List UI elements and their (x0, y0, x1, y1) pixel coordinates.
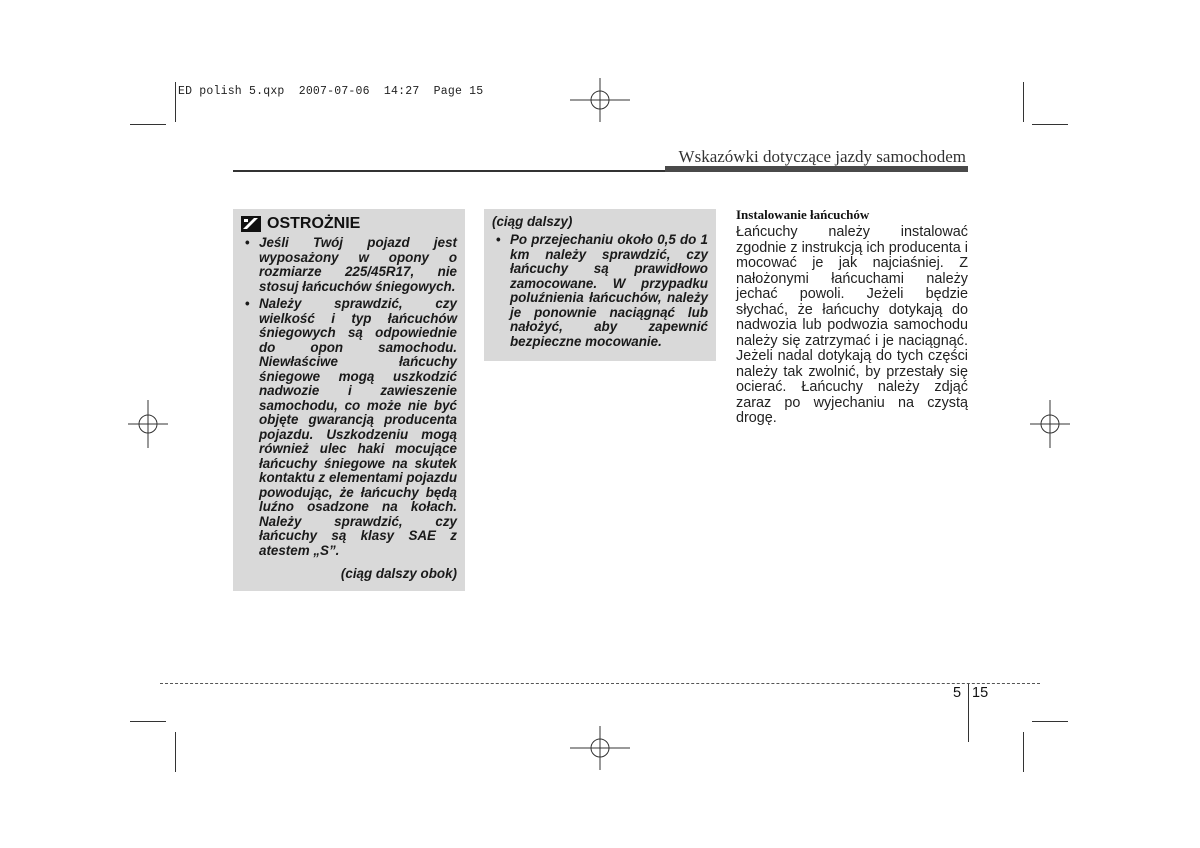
crop-mark (130, 721, 166, 722)
continued-note: (ciąg dalszy obok) (340, 566, 457, 581)
section-body: Łańcuchy należy instalować zgodnie z instrukcją ich producenta i mocować je jak najciaśniej. Z nałożonymi łańcuchami należy jechać powoli. Jeżeli będzie słychać, że łańcuchy dotykają do nadwozia lub podwozia samochodu należy się zatrzymać i je naciągnąć. Jeżeli nadal dotykają do tych części należy tak zwolnić, by przestały się ocierać. Łańcuchy należy zdjąć zaraz po wyjechaniu na czystą drogę. (736, 224, 968, 426)
print-slug: ED polish 5.qxp 2007-07-06 14:27 Page 15 (178, 85, 484, 98)
section-title: Instalowanie łańcuchów (736, 207, 870, 222)
chapter-number: 5 (953, 685, 962, 701)
crop-mark (1023, 82, 1024, 122)
caution-list (239, 236, 457, 561)
page-header-title: Wskazówki dotyczące jazdy samochodem (678, 147, 966, 166)
registration-mark-bottom (570, 726, 630, 770)
registration-mark-left (128, 400, 168, 448)
continued-list (490, 233, 708, 352)
crop-mark (1023, 732, 1024, 772)
caution-icon (241, 216, 261, 232)
header-rule (233, 170, 665, 172)
crop-mark (1032, 721, 1068, 722)
page-number-separator (968, 684, 969, 742)
registration-mark-top (570, 78, 630, 122)
crop-mark (1032, 124, 1068, 125)
caution-box (233, 209, 465, 591)
crop-mark (130, 124, 166, 125)
crop-mark (175, 82, 176, 122)
header-rule-bar (665, 166, 968, 172)
caution-heading (241, 215, 360, 233)
crop-mark (175, 732, 176, 772)
continued-label: (ciąg dalszy) (492, 214, 573, 229)
caution-title: OSTROŻNIE (267, 215, 361, 232)
list-item: • Jeśli Twój pojazd jest wyposażony w opony o rozmiarze 225/45R17, nie stosuj łańcuchów śniegowych. (239, 236, 457, 294)
page-number: 15 (972, 685, 989, 701)
registration-mark-right (1030, 400, 1070, 448)
continued-box (484, 209, 716, 361)
footer-rule (160, 683, 1040, 684)
list-item: • Po przejechaniu około 0,5 do 1 km należy sprawdzić, czy łańcuchy są prawidłowo zamocowane. W przypadku poluźnienia łańcuchów, należy je ponownie naciągnąć lub nałożyć, aby zapewnić bezpieczne mocowanie. (490, 233, 708, 349)
list-item: • Należy sprawdzić, czy wielkość i typ łańcuchów śniegowych są odpowiednie do opon samochodu. Niewłaściwe łańcuchy śniegowe mogą uszkodzić nadwozie i zawieszenie samochodu, co może nie być objęte gwarancją producenta pojazdu. Uszkodzeniu mogą również ulec haki mocujące łańcuchy śniegowe na skutek kontaktu z elementami pojazdu powodując, że łańcuchy będą luźno osadzone na kołach. Należy sprawdzić, czy łańcuchy są klasy SAE z atestem „S”. (239, 297, 457, 558)
